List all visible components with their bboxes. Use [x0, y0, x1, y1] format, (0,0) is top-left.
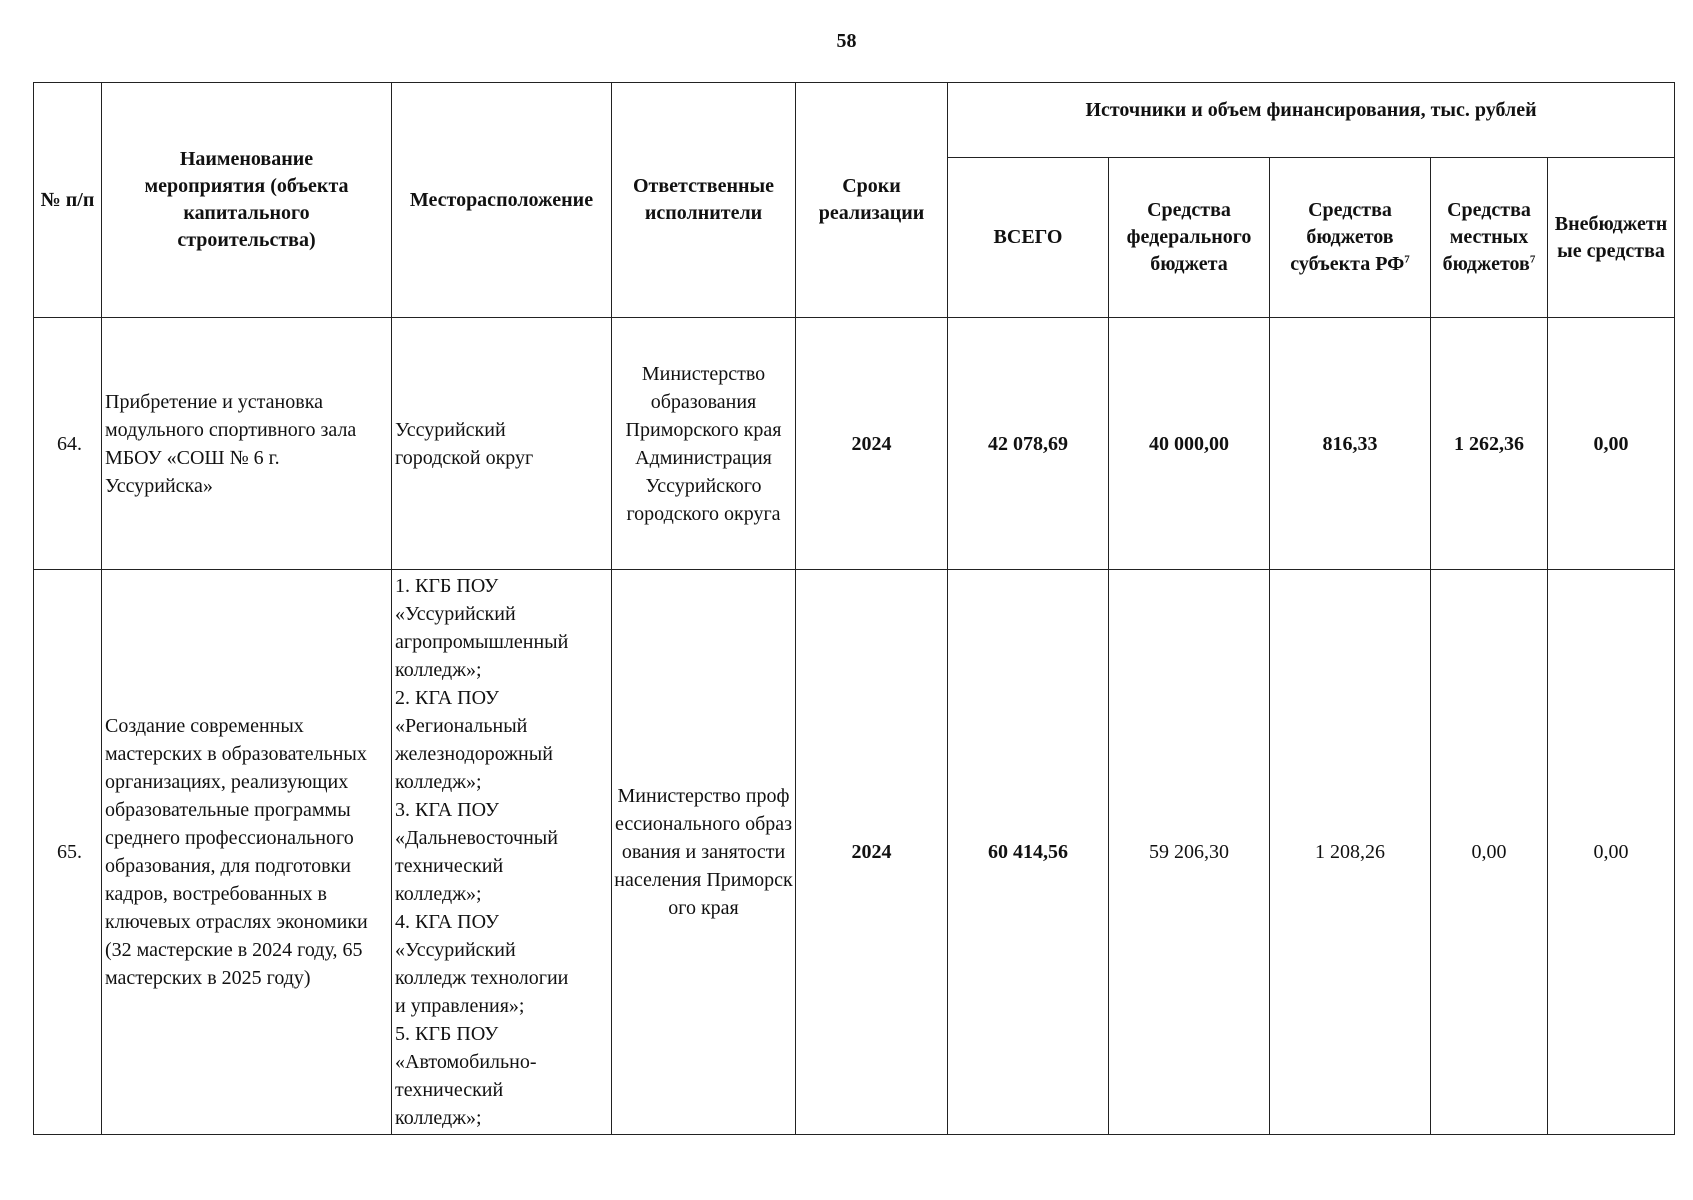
location-line: колледж»;	[395, 771, 482, 793]
header-col-location: Месторасположение	[392, 83, 612, 318]
header-col-local-label: Средства местных бюджетов	[1442, 199, 1531, 275]
row-term: 2024	[796, 318, 948, 570]
location-line: технический	[395, 1079, 504, 1101]
row-number: 65.	[34, 570, 102, 1135]
row-local: 0,00	[1431, 570, 1548, 1135]
row-location: Уссурийский городской округ	[392, 318, 612, 570]
header-col-total: ВСЕГО	[948, 158, 1109, 318]
financing-table	[33, 82, 1675, 1135]
footnote-mark: 7	[1404, 253, 1410, 266]
footnote-mark: 7	[1529, 253, 1536, 266]
header-col-local	[1431, 158, 1548, 318]
header-col-subject-label: Средства бюджетов субъекта РФ	[1290, 199, 1405, 275]
row-location-list	[392, 570, 612, 1135]
row-number: 64.	[34, 318, 102, 570]
header-col-name: Наименование мероприятия (объекта капитального строительства)	[102, 83, 392, 318]
location-line: колледж»;	[395, 1107, 482, 1129]
location-line: 4. КГА ПОУ	[395, 911, 500, 933]
row-subject: 816,33	[1270, 318, 1431, 570]
location-line: «Дальневосточный	[395, 827, 558, 849]
location-line: технический	[395, 855, 504, 877]
location-line: 1. КГБ ПОУ	[395, 575, 499, 597]
location-line: и управления»;	[395, 995, 525, 1017]
location-line: колледж»;	[395, 883, 482, 905]
location-line: колледж»;	[395, 659, 482, 681]
header-col-number: № п/п	[34, 83, 102, 318]
row-term: 2024	[796, 570, 948, 1135]
row-total: 60 414,56	[948, 570, 1109, 1135]
header-col-executors: Ответственные исполнители	[612, 83, 796, 318]
location-line: 3. КГА ПОУ	[395, 799, 500, 821]
row-local: 1 262,36	[1431, 318, 1548, 570]
row-extra: 0,00	[1548, 570, 1675, 1135]
row-federal: 40 000,00	[1109, 318, 1270, 570]
location-line: железнодорожный	[395, 743, 553, 765]
location-line: «Автомобильно-	[395, 1051, 537, 1073]
location-line: «Уссурийский	[395, 603, 516, 625]
row-extra: 0,00	[1548, 318, 1675, 570]
row-federal: 59 206,30	[1109, 570, 1270, 1135]
row-name: Создание современных мастерских в образовательных организациях, реализующих образовательные программы среднего профессионального образования, для подготовки кадров, востребованных в ключевых отраслях экономики (32 мастерские в 2024 году, 65 мастерских в 2025 году)	[102, 570, 392, 1135]
location-line: 2. КГА ПОУ	[395, 687, 500, 709]
location-line: 5. КГБ ПОУ	[395, 1023, 499, 1045]
row-name: Прибретение и установка модульного спортивного зала МБОУ «СОШ № 6 г. Уссурийска»	[102, 318, 392, 570]
table-row	[34, 570, 1675, 1135]
location-line: агропромышленный	[395, 631, 569, 653]
location-line: колледж технологии	[395, 967, 569, 989]
row-total: 42 078,69	[948, 318, 1109, 570]
row-subject: 1 208,26	[1270, 570, 1431, 1135]
header-col-subject	[1270, 158, 1431, 318]
location-line: «Уссурийский	[395, 939, 516, 961]
location-line: «Региональный	[395, 715, 528, 737]
row-executors: Министерство образования Приморского края Администрация Уссурийского городского округа	[612, 318, 796, 570]
page-number: 58	[836, 30, 857, 52]
header-col-extra: Внебюджетные средства	[1548, 158, 1675, 318]
header-financing-group: Источники и объем финансирования, тыс. рублей	[948, 83, 1675, 158]
table-row	[34, 318, 1675, 570]
header-col-terms: Сроки реализации	[796, 83, 948, 318]
row-executors: Министерство профессионального образования и занятости населения Приморского края	[612, 570, 796, 1135]
header-col-federal: Средства федерального бюджета	[1109, 158, 1270, 318]
